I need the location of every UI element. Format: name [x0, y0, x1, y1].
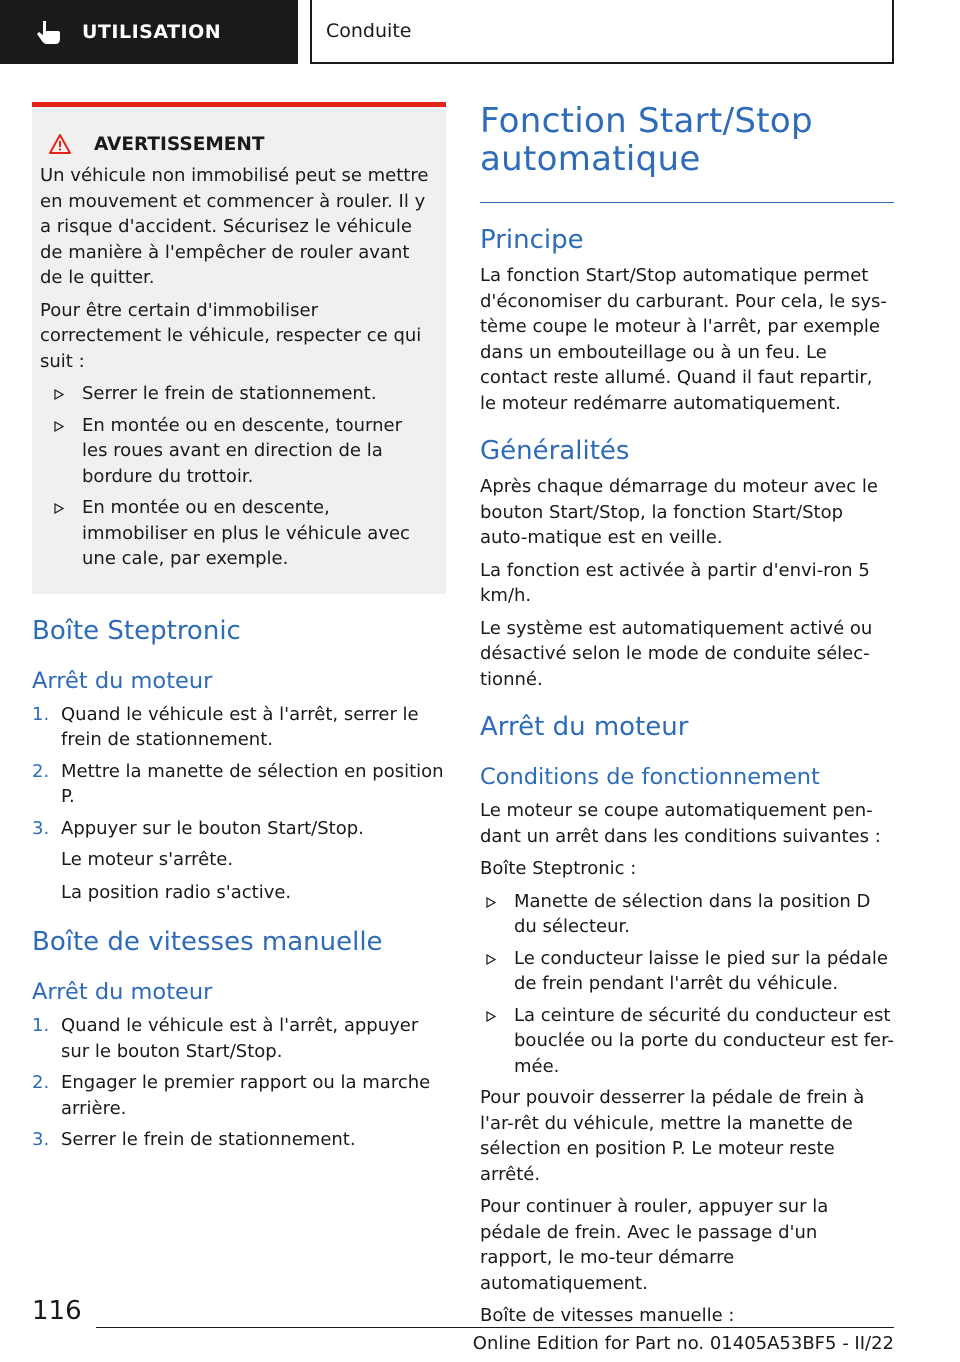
list-item: Serrer le frein de stationnement.	[48, 381, 432, 407]
section-tab	[0, 0, 298, 64]
paragraph: La fonction Start/Stop automatique permet d'économiser du carburant. Pour cela, le sys-tème coupe le moteur à l'arrêt, par exemple dans un embouteillage ou à un feu. Le contact reste allumé. Quand il faut repartir, le moteur redémarre automatiquement.	[480, 265, 887, 414]
subheading-stop-engine: Arrêt du moteur	[32, 667, 213, 694]
paragraph: Le moteur se coupe automatiquement pen-dant un arrêt dans les conditions suivantes :	[480, 800, 881, 847]
section-label: UTILISATION	[82, 21, 222, 43]
step-result: La position radio s'active.	[61, 881, 292, 903]
triangle-bullet-icon	[486, 954, 496, 965]
list-item: En montée ou en descente, immobiliser en plus le véhicule avec une cale, par exemple.	[48, 495, 432, 572]
warning-list	[40, 381, 432, 572]
section-heading-arret: Arrêt du moteur	[480, 712, 689, 742]
list-item: 1. Quand le véhicule est à l'arrêt, serrer le frein de stationnement.	[32, 703, 419, 750]
list-item: 2. Engager le premier rapport ou la marche arrière.	[32, 1072, 431, 1119]
edition-text: Online Edition for Part no. 01405A53BF5 - II/22	[472, 1333, 894, 1354]
manual-steps	[32, 1013, 446, 1153]
triangle-bullet-icon	[54, 389, 64, 400]
conditions-list	[480, 889, 894, 1080]
paragraph: Après chaque démarrage du moteur avec le bouton Start/Stop, la fonction Start/Stop auto-matique est en veille.	[480, 476, 878, 548]
paragraph: Pour continuer à rouler, appuyer sur la pédale de frein. Avec le passage d'un rapport, le mo-teur démarre automatiquement.	[480, 1196, 829, 1294]
warning-box	[32, 102, 446, 594]
chapter-title: Fonction Start/Stop automatique	[480, 101, 813, 179]
paragraph: Boîte Steptronic :	[480, 858, 637, 879]
section-heading-manual: Boîte de vitesses manuelle	[32, 927, 383, 957]
left-column	[32, 102, 446, 1159]
warning-triangle-icon	[48, 133, 72, 155]
warning-paragraph: Un véhicule non immobilisé peut se mettre en mouvement et commencer à rouler. Il y a risque d'accident. Sécurisez le véhicule de manière à l'empêcher de rouler avant de le quitter.	[40, 165, 429, 288]
step-result: Le moteur s'arrête.	[61, 849, 234, 870]
hand-pointer-icon	[34, 17, 64, 47]
footer-rule	[96, 1327, 894, 1328]
paragraph: Boîte de vitesses manuelle :	[480, 1305, 735, 1326]
chapter-label: Conduite	[326, 20, 412, 42]
subheading-conditions: Conditions de fonctionnement	[480, 764, 820, 790]
list-item: 3. Serrer le frein de stationnement.	[32, 1129, 356, 1150]
warning-paragraph: Pour être certain d'immobiliser correctement le véhicule, respecter ce qui suit :	[40, 299, 422, 372]
chapter-tab	[310, 0, 894, 64]
list-item: 3. Appuyer sur le bouton Start/Stop.	[32, 817, 364, 839]
list-item: En montée ou en descente, tourner les roues avant en direction de la bordure du trottoir.	[48, 413, 432, 490]
paragraph: Pour pouvoir desserrer la pédale de frein à l'ar-rêt du véhicule, mettre la manette de sélection en position P. Le moteur reste arrêté.	[480, 1087, 865, 1185]
subheading-stop-engine: Arrêt du moteur	[32, 979, 213, 1005]
triangle-bullet-icon	[54, 503, 64, 514]
triangle-bullet-icon	[486, 897, 496, 908]
paragraph: Le système est automatiquement activé ou désactivé selon le mode de conduite sélec-tionné.	[480, 617, 873, 690]
page-number: 116	[32, 1296, 82, 1326]
warning-title-text: AVERTISSEMENT	[94, 133, 265, 155]
right-column	[480, 102, 894, 1336]
list-item: 1. Quand le véhicule est à l'arrêt, appuyer sur le bouton Start/Stop.	[32, 1015, 419, 1062]
paragraph: La fonction est activée à partir d'envi-ron 5 km/h.	[480, 559, 870, 606]
triangle-bullet-icon	[486, 1011, 496, 1022]
list-item: 2. Mettre la manette de sélection en position P.	[32, 760, 444, 807]
title-rule	[480, 202, 894, 203]
section-heading-generalites: Généralités	[480, 436, 630, 466]
page-header	[0, 0, 960, 66]
steptronic-steps	[32, 702, 446, 842]
triangle-bullet-icon	[54, 421, 64, 432]
list-item: Le conducteur laisse le pied sur la pédale de frein pendant l'arrêt du véhicule.	[480, 946, 894, 997]
warning-title	[48, 133, 432, 155]
section-heading-steptronic: Boîte Steptronic	[32, 615, 241, 646]
list-item: Manette de sélection dans la position D du sélecteur.	[480, 889, 894, 940]
list-item: La ceinture de sécurité du conducteur est bouclée ou la porte du conducteur est fer-mée.	[480, 1003, 894, 1080]
section-heading-principe: Principe	[480, 225, 584, 255]
